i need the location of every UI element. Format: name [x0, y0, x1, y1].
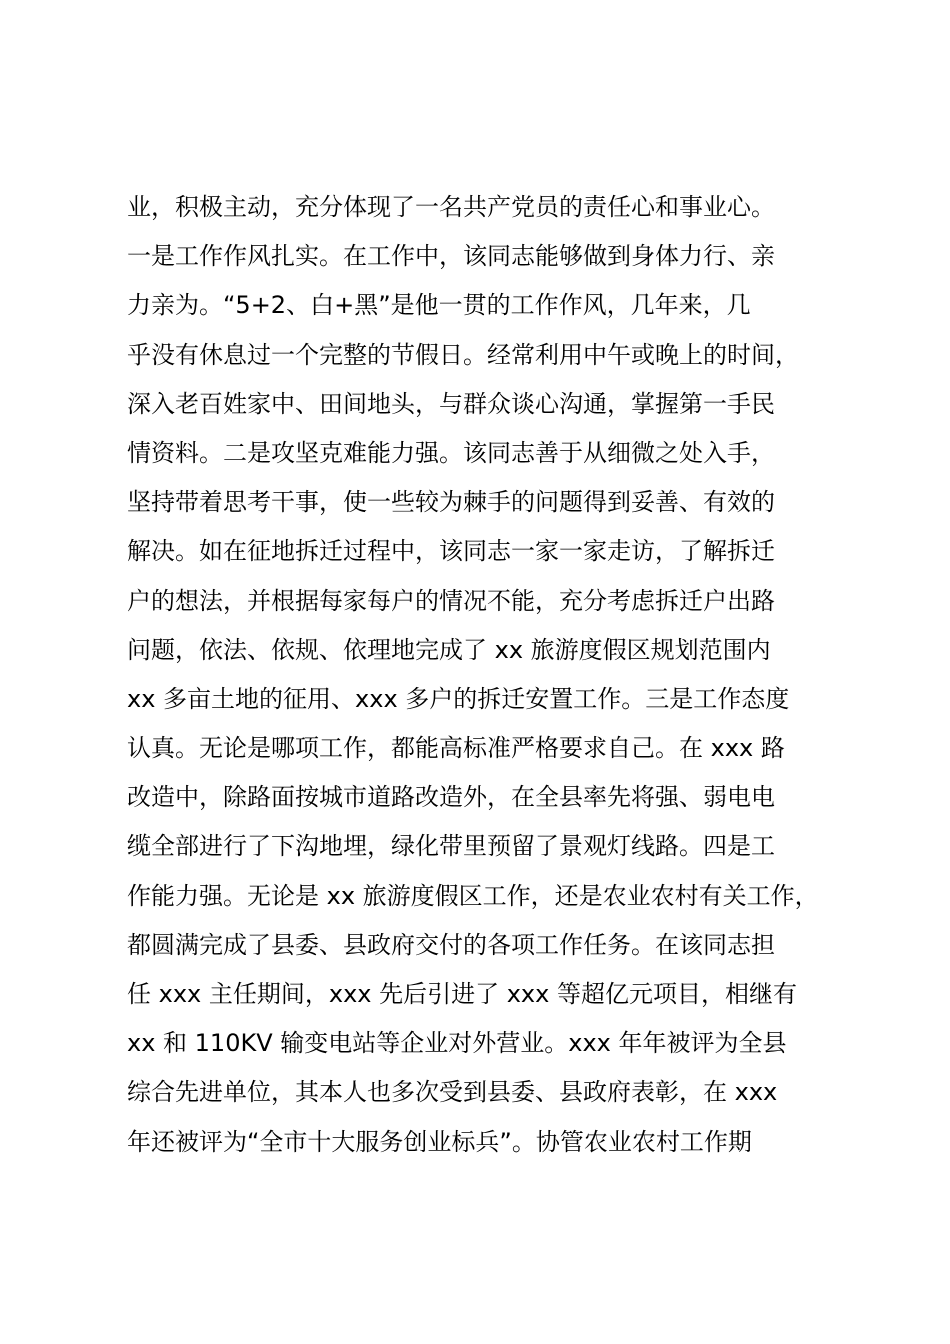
text-line: 深入老百姓家中、田间地头，与群众谈心沟通，掌握第一手民 — [127, 389, 775, 418]
text-line: 情资料。二是攻坚克难能力强。该同志善于从细微之处入手， — [127, 438, 775, 467]
text-line: 力亲为。“5+2、白+黑”是他一贯的工作作风，几年来，几 — [127, 291, 751, 320]
text-line: 综合先进单位，其本人也多次受到县委、县政府表彰，在 xxx — [127, 1078, 778, 1107]
text-line: 一是工作作风扎实。在工作中，该同志能够做到身体力行、亲 — [127, 242, 775, 271]
text-line: 年还被评为“全市十大服务创业标兵”。协管农业农村工作期 — [127, 1127, 752, 1156]
text-line: 业，积极主动，充分体现了一名共产党员的责任心和事业心。 — [127, 193, 775, 221]
text-line: 问题，依法、依规、依理地完成了 xx 旅游度假区规划范围内 — [127, 635, 771, 664]
text-line: 户的想法，并根据每家每户的情况不能，充分考虑拆迁户出路 — [127, 586, 775, 615]
text-line: 作能力强。无论是 xx 旅游度假区工作，还是农业农村有关工作， — [127, 881, 819, 910]
text-line: 乎没有休息过一个完整的节假日。经常利用中午或晚上的时间， — [127, 340, 799, 369]
text-line: 解决。如在征地拆迁过程中，该同志一家一家走访，了解拆迁 — [127, 537, 775, 566]
text-line: 改造中，除路面按城市道路改造外，在全县率先将强、弱电电 — [127, 783, 775, 812]
text-line: 认真。无论是哪项工作，都能高标准严格要求自己。在 xxx 路 — [127, 734, 785, 763]
text-line: 缆全部进行了下沟地埋，绿化带里预留了景观灯线路。四是工 — [127, 832, 775, 861]
text-line: 都圆满完成了县委、县政府交付的各项工作任务。在该同志担 — [127, 930, 775, 959]
text-line: xx 和 110KV 输变电站等企业对外营业。xxx 年年被评为全县 — [127, 1029, 787, 1058]
text-line: 坚持带着思考干事，使一些较为棘手的问题得到妥善、有效的 — [127, 488, 775, 517]
text-line: xx 多亩土地的征用、xxx 多户的拆迁安置工作。三是工作态度 — [127, 684, 790, 713]
body-paragraph — [127, 183, 847, 1167]
text-line: 任 xxx 主任期间，xxx 先后引进了 xxx 等超亿元项目，相继有 — [127, 980, 797, 1008]
